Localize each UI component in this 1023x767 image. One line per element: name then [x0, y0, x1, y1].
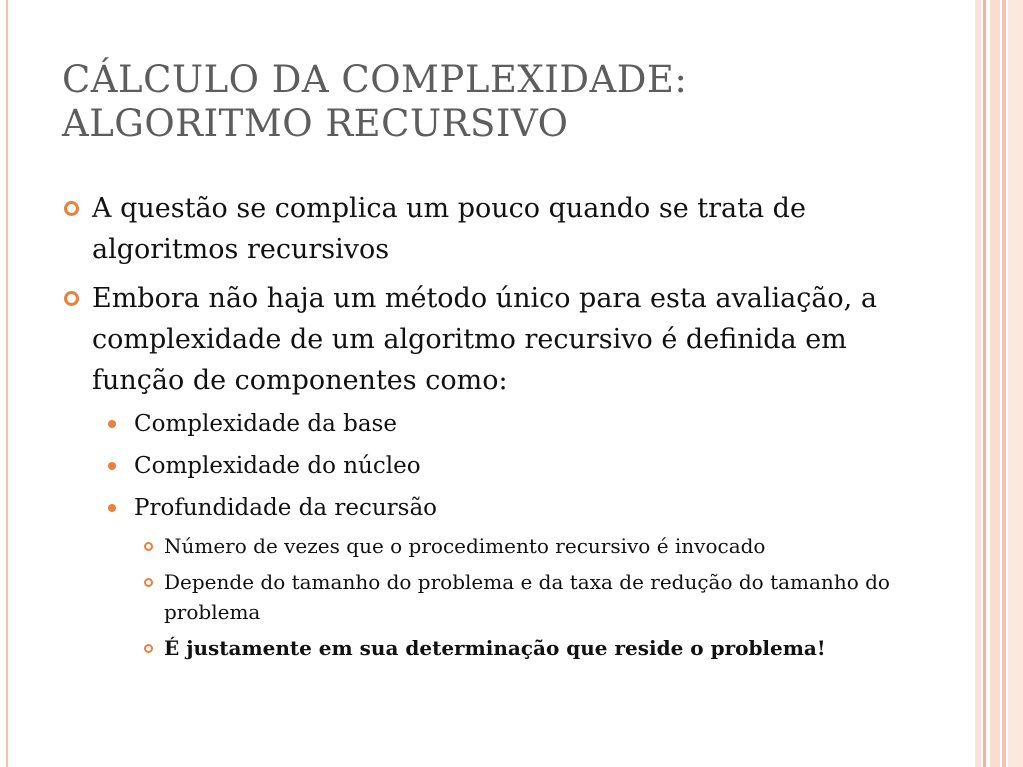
- sub-sub-bullet-item: [144, 567, 922, 627]
- decorative-stripe: [990, 0, 1000, 767]
- sub-bullet-item: [104, 407, 922, 441]
- sub-sub-bullet-item: [144, 531, 922, 561]
- sub-sub-bullet-item: [144, 633, 922, 663]
- sub-bullet-text: Profundidade da recursão: [134, 495, 438, 521]
- small-ring-bullet-icon: [144, 644, 153, 653]
- decorative-stripe: [1008, 0, 1023, 767]
- small-ring-bullet-icon: [144, 578, 153, 587]
- ring-bullet-icon: [64, 291, 79, 306]
- sub-bullet-item: [104, 449, 922, 483]
- bullet-text: A questão se complica um pouco quando se trata de algoritmos recursivos: [92, 193, 806, 265]
- dot-bullet-icon: [108, 420, 116, 428]
- slide-title-line-1: CÁLCULO DA COMPLEXIDADE:: [62, 58, 688, 101]
- sub-sub-bullet-text: Depende do tamanho do problema e da taxa de redução do tamanho do problema: [164, 570, 890, 624]
- dot-bullet-icon: [108, 462, 116, 470]
- sub-bullet-text: Complexidade da base: [134, 411, 397, 437]
- slide-content: [62, 188, 922, 669]
- bullet-item: [62, 278, 922, 401]
- slide-title: [62, 58, 942, 146]
- sub-sub-bullet-text: Número de vezes que o procedimento recursivo é invocado: [164, 534, 766, 558]
- ring-bullet-icon: [64, 201, 79, 216]
- left-border-line: [6, 0, 8, 767]
- slide-title-line-2: ALGORITMO RECURSIVO: [62, 102, 569, 145]
- bullet-item: [62, 188, 922, 270]
- sub-bullet-item: [104, 491, 922, 525]
- decorative-stripe: [975, 0, 981, 767]
- sub-bullet-list: [104, 407, 922, 663]
- small-ring-bullet-icon: [144, 542, 153, 551]
- dot-bullet-icon: [108, 504, 116, 512]
- sub-sub-bullet-list: [144, 531, 922, 663]
- decorative-stripe: [1002, 0, 1006, 767]
- sub-bullet-text: Complexidade do núcleo: [134, 453, 421, 479]
- decorative-stripe: [983, 0, 986, 767]
- bullet-text: Embora não haja um método único para esta avaliação, a complexidade de um algoritmo recursivo é definida em função de componentes como:: [92, 283, 877, 396]
- sub-sub-bullet-text: É justamente em sua determinação que reside o problema!: [164, 636, 826, 660]
